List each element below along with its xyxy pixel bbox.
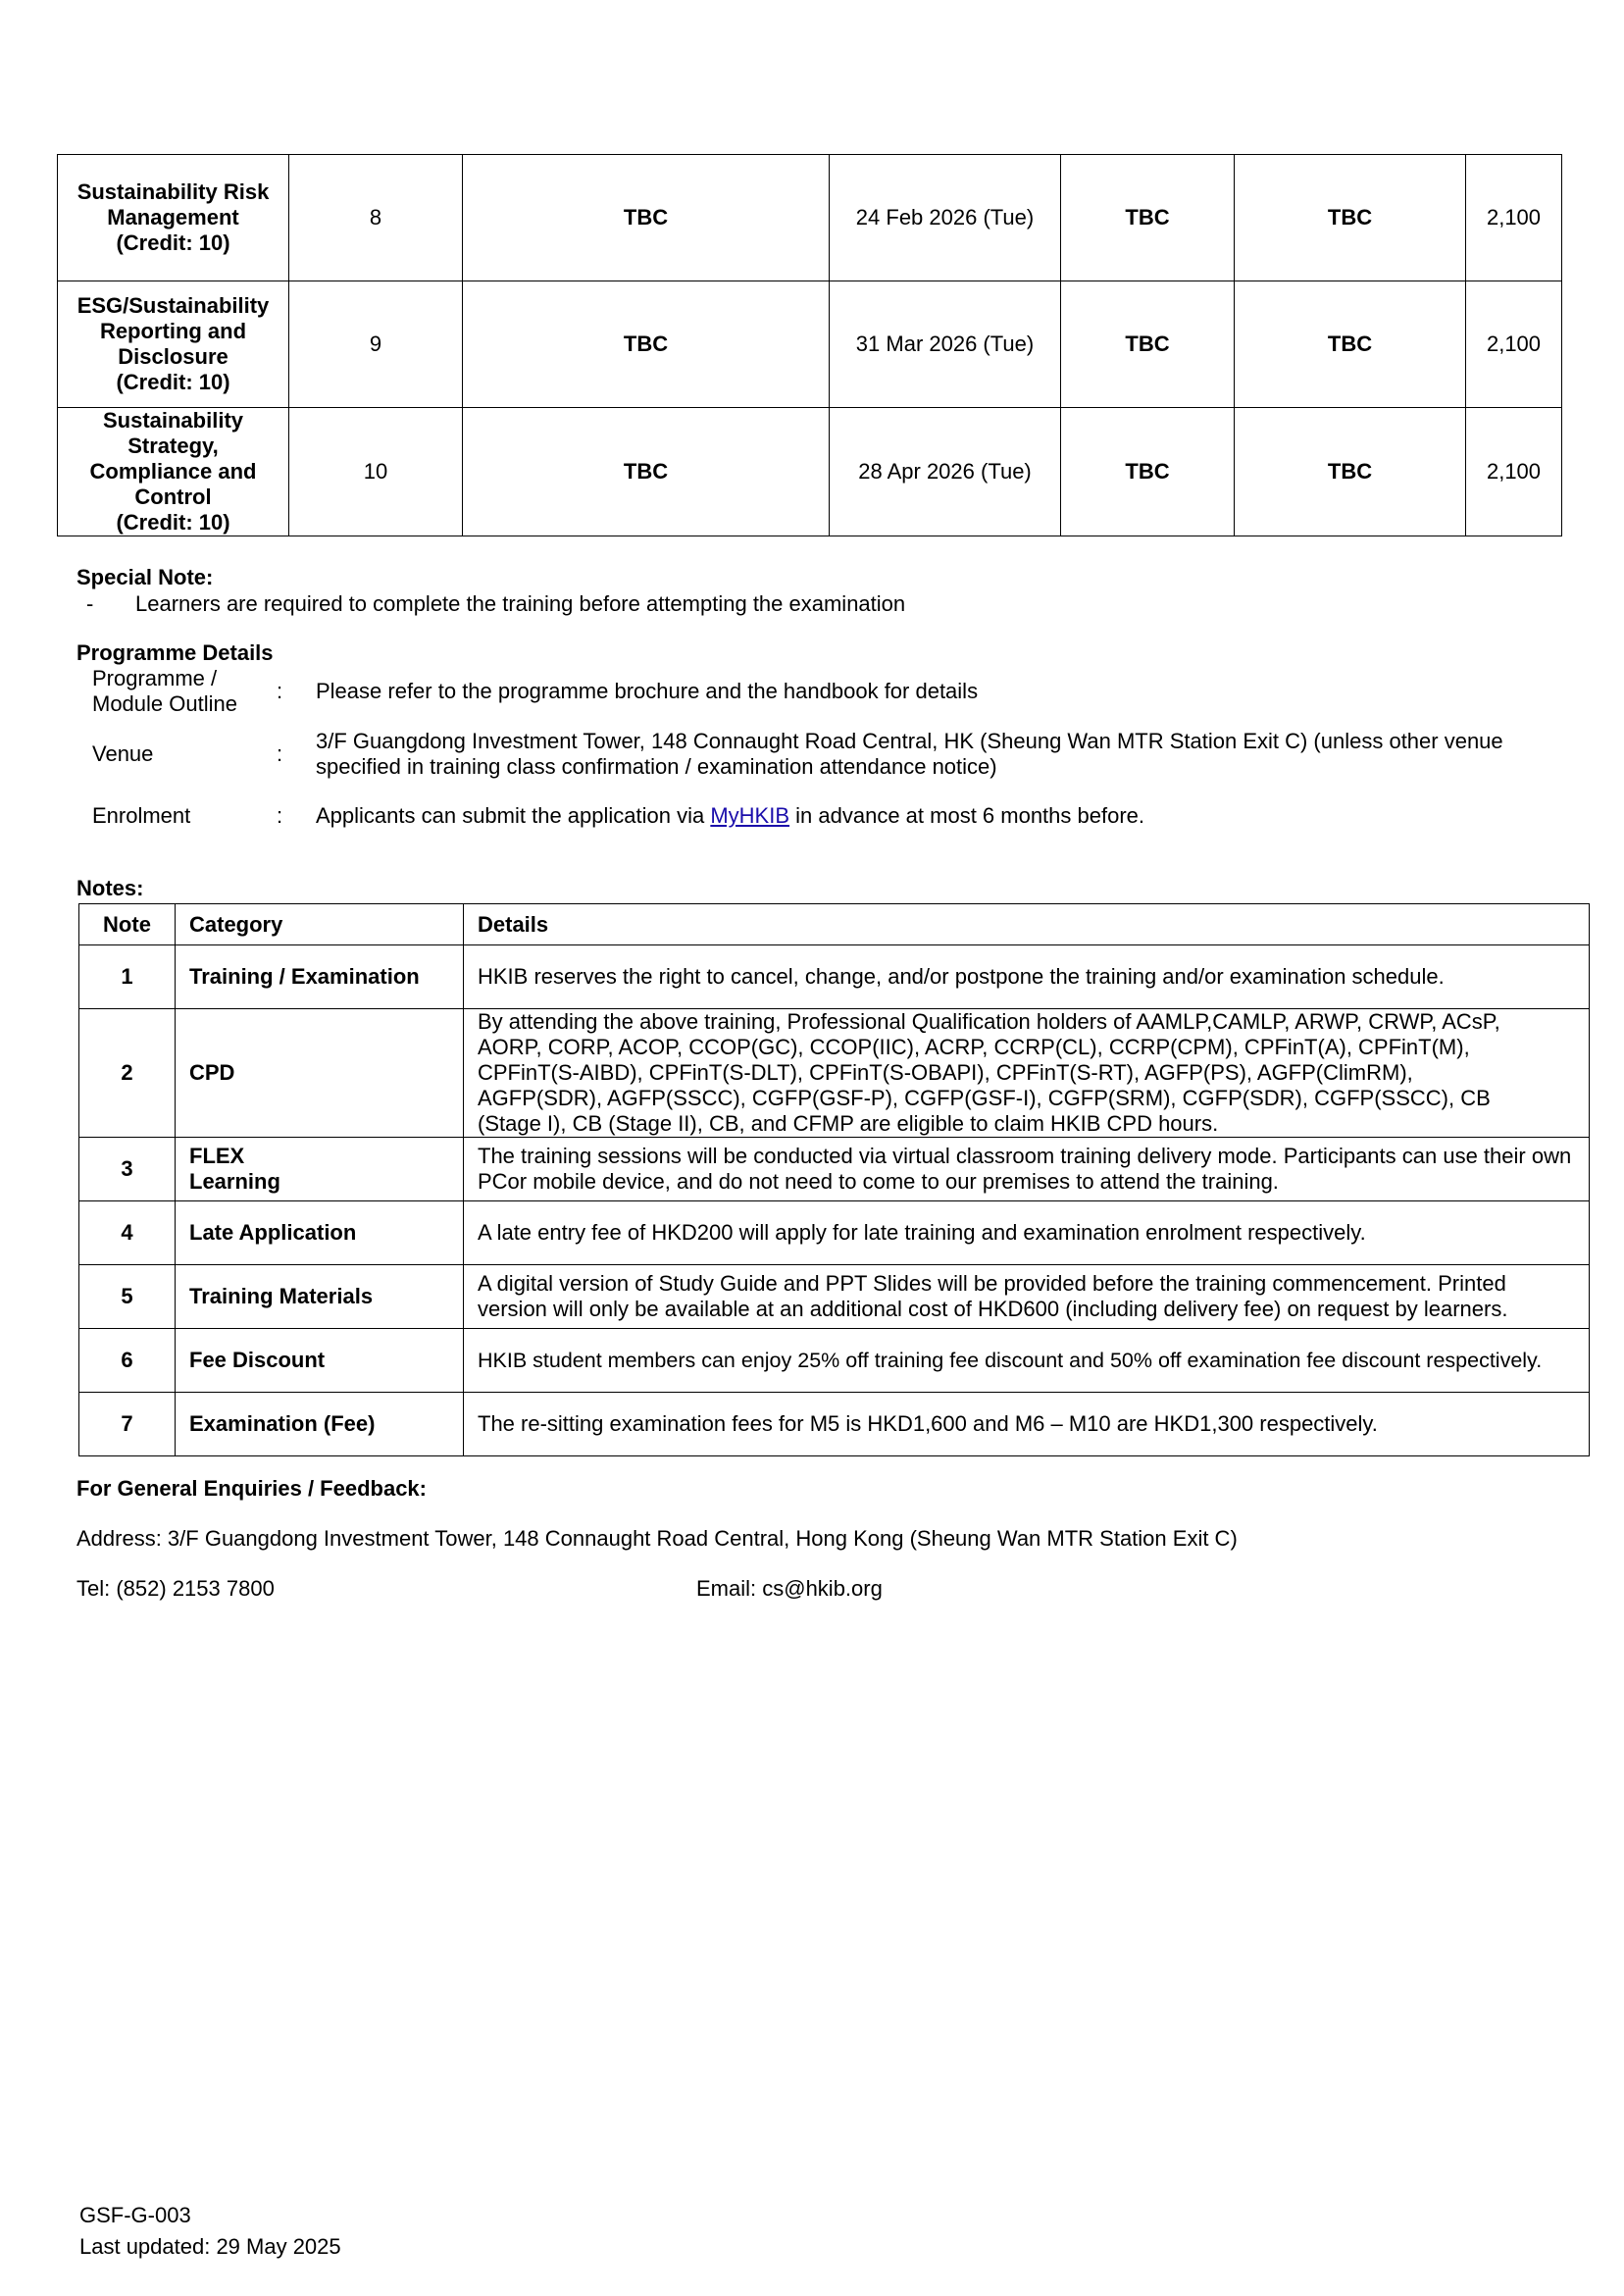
tbc-cell: TBC [1235, 155, 1466, 281]
module-number-cell: 8 [289, 155, 463, 281]
venue-label: Venue [92, 741, 154, 766]
bullet-dash: - [86, 591, 94, 616]
note-category: FLEX Learning [176, 1138, 464, 1201]
programme-outline-row [92, 666, 1563, 719]
date-cell: 24 Feb 2026 (Tue) [830, 155, 1061, 281]
tbc-cell: TBC [1061, 408, 1235, 536]
table-row [58, 408, 1562, 536]
table-row [58, 155, 1562, 281]
note-category: Training / Examination [176, 945, 464, 1009]
table-row [79, 1201, 1590, 1265]
note-details: A late entry fee of HKD200 will apply for late training and examination enrolment respectively. [464, 1201, 1590, 1265]
programme-details-title: Programme Details [76, 640, 274, 665]
note-number: 6 [79, 1329, 176, 1393]
special-note-item [86, 591, 905, 617]
module-number-cell: 9 [289, 281, 463, 408]
tbc-cell: TBC [1061, 281, 1235, 408]
notes-table [78, 903, 1590, 1456]
note-category: Late Application [176, 1201, 464, 1265]
programme-outline-value: Please refer to the programme brochure and the handbook for details [316, 679, 979, 703]
note-number: 4 [79, 1201, 176, 1265]
tbc-cell: TBC [463, 155, 830, 281]
notes-header-row [79, 904, 1590, 945]
note-category: Examination (Fee) [176, 1393, 464, 1456]
note-category: CPD [176, 1009, 464, 1138]
date-cell: 28 Apr 2026 (Tue) [830, 408, 1061, 536]
fee-cell: 2,100 [1466, 408, 1562, 536]
venue-row [92, 729, 1563, 782]
tbc-cell: TBC [463, 408, 830, 536]
document-code: GSF-G-003 [79, 2203, 191, 2227]
date-cell: 31 Mar 2026 (Tue) [830, 281, 1061, 408]
details-header: Details [464, 904, 1590, 945]
enquiries-tel: Tel: (852) 2153 7800 [76, 1576, 275, 1601]
note-details: The re-sitting examination fees for M5 is HKD1,600 and M6 – M10 are HKD1,300 respectively. [464, 1393, 1590, 1456]
tbc-cell: TBC [1235, 408, 1466, 536]
note-details: The training sessions will be conducted via virtual classroom training delivery mode. Participants can use their own PCor mobile device, and do not need to come to our premises to attend the training. [464, 1138, 1590, 1201]
tbc-cell: TBC [1061, 155, 1235, 281]
enquiries-address: Address: 3/F Guangdong Investment Tower, 148 Connaught Road Central, Hong Kong (Sheung Wan MTR Station Exit C) [76, 1526, 1238, 1551]
note-details: By attending the above training, Professional Qualification holders of AAMLP,CAMLP, ARWP, CRWP, ACsP, AORP, CORP, ACOP, CCOP(GC), CCOP(IIC), ACRP, CCRP(CL), CCRP(CPM), CPFinT(A), CPFinT(M), CPFinT(S-AIBD), CPFinT(S-DLT), CPFinT(S-OBAPI), CPFinT(S-RT), AGFP(PS), AGFP(ClimRM), AGFP(SDR), AGFP(SSCC), CGFP(GSF-P), CGFP(GSF-I), CGFP(SRM), CGFP(SDR), CGFP(SSCC), CB (Stage I), CB (Stage II), CB, and CFMP are eligible to claim HKIB CPD hours. [464, 1009, 1590, 1138]
note-header: Note [79, 904, 176, 945]
category-header: Category [176, 904, 464, 945]
note-number: 5 [79, 1265, 176, 1329]
note-details: A digital version of Study Guide and PPT Slides will be provided before the training commencement. Printed version will only be available at an additional cost of HKD600 (including delivery fee) on request by learners. [464, 1265, 1590, 1329]
notes-title: Notes: [76, 876, 144, 900]
note-details: HKIB student members can enjoy 25% off training fee discount and 50% off examination fee discount respectively. [464, 1329, 1590, 1393]
colon: : [277, 741, 283, 766]
colon: : [277, 803, 283, 828]
module-name-cell: Sustainability Strategy, Compliance and Control (Credit: 10) [58, 408, 289, 536]
special-note-text: Learners are required to complete the training before attempting the examination [135, 591, 906, 616]
module-number-cell: 10 [289, 408, 463, 536]
note-details: HKIB reserves the right to cancel, change, and/or postpone the training and/or examination schedule. [464, 945, 1590, 1009]
fee-cell: 2,100 [1466, 155, 1562, 281]
table-row [79, 1393, 1590, 1456]
note-category: Fee Discount [176, 1329, 464, 1393]
note-number: 3 [79, 1138, 176, 1201]
module-name-cell: Sustainability Risk Management (Credit: 10) [58, 155, 289, 281]
tbc-cell: TBC [463, 281, 830, 408]
enrolment-label: Enrolment [92, 803, 191, 828]
enrolment-value: Applicants can submit the application via MyHKIB in advance at most 6 months before. [316, 803, 1145, 828]
enquiries-email: Email: cs@hkib.org [696, 1576, 883, 1601]
note-number: 1 [79, 945, 176, 1009]
table-row [79, 945, 1590, 1009]
last-updated: Last updated: 29 May 2025 [79, 2234, 341, 2259]
myhkib-link[interactable]: MyHKIB [710, 803, 790, 828]
enquiries-title: For General Enquiries / Feedback: [76, 1476, 427, 1501]
table-row [58, 281, 1562, 408]
colon: : [277, 679, 283, 703]
table-row [79, 1265, 1590, 1329]
module-name-cell: ESG/Sustainability Reporting and Disclosure (Credit: 10) [58, 281, 289, 408]
schedule-table [57, 154, 1562, 536]
tbc-cell: TBC [1235, 281, 1466, 408]
table-row [79, 1009, 1590, 1138]
programme-outline-label: Programme / Module Outline [92, 666, 237, 716]
note-category: Training Materials [176, 1265, 464, 1329]
venue-value: 3/F Guangdong Investment Tower, 148 Connaught Road Central, HK (Sheung Wan MTR Station Exit C) (unless other venue specified in training class confirmation / examination attendance notice) [316, 729, 1503, 779]
enrolment-row [92, 803, 1563, 833]
table-row [79, 1138, 1590, 1201]
fee-cell: 2,100 [1466, 281, 1562, 408]
table-row [79, 1329, 1590, 1393]
note-number: 7 [79, 1393, 176, 1456]
special-note-title: Special Note: [76, 565, 214, 589]
note-number: 2 [79, 1009, 176, 1138]
